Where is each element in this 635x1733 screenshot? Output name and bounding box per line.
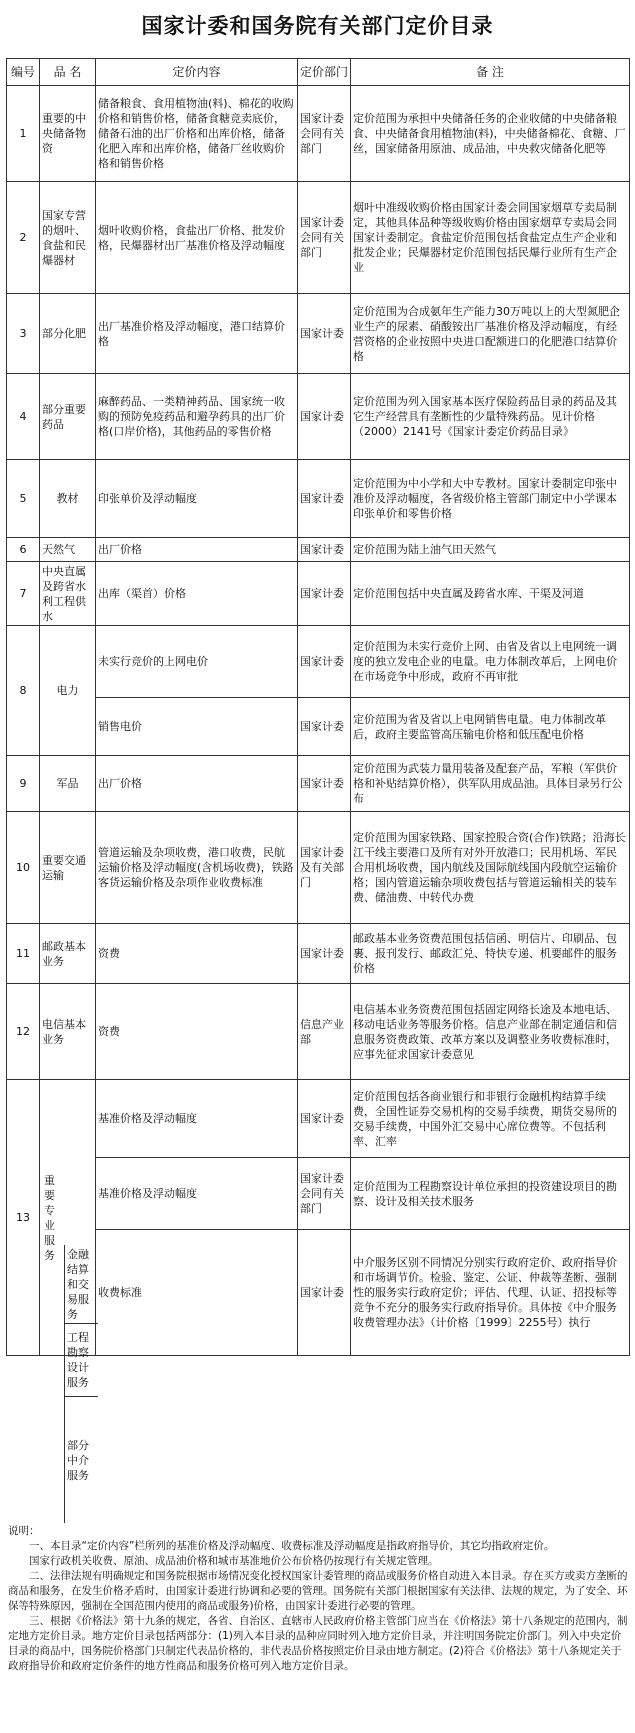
row-dept: 国家计委	[298, 538, 351, 562]
table-row	[7, 1230, 630, 1356]
note-paragraph: 二、法律法规有明确规定和国务院根据市场情况变化授权国家计委管理的商品或服务价格自动进入本目录。存在买方或卖方垄断的商品和服务，在发生价格矛盾时，由国家计委进行协调和必要的管理。国务院有关部门根据国家有关法律、法规的规定，为了安全、环保等特殊原因，强制在全国范围内使用的商品或服务)价格，由国家计委进行必要的管理。	[8, 1570, 628, 1612]
row-dept: 国家计委	[298, 756, 351, 812]
row-note: 定价范围包括中央直属及跨省水库、干渠及河道	[351, 562, 630, 626]
row-content: 基准价格及浮动幅度	[96, 1080, 298, 1158]
row-note: 定价范围为陆上油气田天然气	[351, 538, 630, 562]
row-content: 印张单价及浮动幅度	[96, 460, 298, 538]
row-no: 13	[7, 1080, 40, 1356]
row-note: 电信基本业务资费范围包括固定网络长途及本地电话、移动电话业务等服务价格。信息产业部在制定通信和信息服务资费政策、改革方案以及调整业务收费标准时，应事先征求国家计委意见	[351, 984, 630, 1080]
row-content: 麻醉药品、一类精神药品、国家统一收购的预防免疫药品和避孕药具的出厂价格(口岸价格)，其他药品的零售价格	[96, 374, 298, 460]
row-note: 定价范围为未实行竞价上网、由省及省以上电网统一调度的独立发电企业的电量。电力体制改革后，上网电价在市场竞争中形成，政府不再审批	[351, 626, 630, 698]
row-no: 10	[7, 812, 40, 924]
row-note: 定价范围为承担中央储备任务的企业收储的中央储备粮食、中央储备食用植物油(料)，中央储备棉花、食糖、厂丝，国家储备用原油、成品油，中央救灾储备化肥等	[351, 86, 630, 182]
row-name: 天然气	[40, 538, 96, 562]
row-no: 8	[7, 626, 40, 756]
row-content: 资费	[96, 924, 298, 984]
row-dept: 国家计委	[298, 1230, 351, 1356]
row-no: 1	[7, 86, 40, 182]
row-content: 出厂基准价格及浮动幅度，港口结算价格	[96, 294, 298, 374]
row-name: 重要的中央储备物资	[40, 86, 96, 182]
row-dept: 国家计委	[298, 626, 351, 698]
subcategory-label: 工程勘察设计服务	[64, 1323, 98, 1396]
note-paragraph: 一、本目录“定价内容”栏所列的基准价格及浮动幅度、收费标准及浮动幅度是指政府指导价，其它均指政府定价。	[29, 1540, 555, 1552]
table-row	[7, 698, 630, 756]
table-row	[7, 460, 630, 538]
row-name: 重要交通运输	[40, 812, 96, 924]
table-row	[7, 984, 630, 1080]
row-dept: 国家计委	[298, 1080, 351, 1158]
notes-heading: 说明：	[8, 1525, 40, 1537]
header-dept: 定价部门	[298, 59, 351, 86]
row-content: 管道运输及杂项收费，港口收费，民航运输价格及浮动幅度(含机场收费)，铁路客货运输价格及杂项作业收费标准	[96, 812, 298, 924]
row-content: 烟叶收购价格，食盐出厂价格、批发价格，民爆器材出厂基准价格及浮动幅度	[96, 182, 298, 294]
row-name: 电力	[40, 626, 96, 756]
row-content: 储备粮食、食用植物油(料)、棉花的收购价格和销售价格，储备食糖竞卖底价，储备石油的出厂价格和出库价格，储备化肥入库和出库价格，储备厂丝收购价格和销售价格	[96, 86, 298, 182]
row-note: 定价范围为工程勘察设计单位承担的投资建设项目的勘察、设计及相关技术服务	[351, 1158, 630, 1230]
header-note: 备 注	[351, 59, 630, 86]
row-dept: 国家计委会同有关部门	[298, 182, 351, 294]
table-row	[7, 812, 630, 924]
table-row	[7, 86, 630, 182]
pricing-catalog-table	[6, 58, 630, 1356]
row-note: 中介服务区别不同情况分别实行政府定价、政府指导价和市场调节价。检验、鉴定、公证、仲裁等垄断、强制性的服务实行政府定价；评估、代理、认证、招投标等竞争不充分的服务实行政府指导价。具体按《中介服务收费管理办法》（计价格〔1999〕2255号）执行	[351, 1230, 630, 1356]
row-note: 定价范围为武装力量用装备及配套产品，军粮（军供价格和补贴结算价格），供军队用成品油。具体目录另行公布	[351, 756, 630, 812]
row-no: 4	[7, 374, 40, 460]
row-note: 定价范围为合成氨年生产能力30万吨以上的大型氮肥企业生产的尿素、硝酸铵出厂基准价格及浮动幅度，有经营资格的企业按照中央进口配额进口的化肥港口结算价格	[351, 294, 630, 374]
row-name: 电信基本业务	[40, 984, 96, 1080]
notes-section	[8, 1524, 628, 1674]
page-title: 国家计委和国务院有关部门定价目录	[141, 14, 494, 38]
table-row	[7, 294, 630, 374]
row-content: 资费	[96, 984, 298, 1080]
row-name: 部分化肥	[40, 294, 96, 374]
row-name: 部分重要药品	[40, 374, 96, 460]
table-row	[7, 1080, 630, 1158]
row-note: 定价范围为省及省以上电网销售电量。电力体制改革后，政府主要监管高压输电价格和低压配电价格	[351, 698, 630, 756]
row-name: 国家专营的烟叶、食盐和民爆器材	[40, 182, 96, 294]
table-row	[7, 538, 630, 562]
row-dept: 国家计委	[298, 698, 351, 756]
table-row	[7, 626, 630, 698]
row-name: 重要专业服务	[44, 1173, 55, 1262]
row-name: 军品	[40, 756, 96, 812]
row-content: 基准价格及浮动幅度	[96, 1158, 298, 1230]
row-content: 出库（渠首）价格	[96, 562, 298, 626]
row-no: 11	[7, 924, 40, 984]
row-content: 收费标准	[96, 1230, 298, 1356]
row-content: 出厂价格	[96, 538, 298, 562]
row-dept: 国家计委会同有关部门	[298, 1158, 351, 1230]
row-no: 7	[7, 562, 40, 626]
table-row	[7, 1158, 630, 1230]
row-note: 定价范围为列入国家基本医疗保险药品目录的药品及其它生产经营具有垄断性的少量特殊药品。见计价格（2000）2141号《国家计委定价药品目录》	[351, 374, 630, 460]
row-content: 销售电价	[96, 698, 298, 756]
row-dept: 国家计委	[298, 924, 351, 984]
row-name: 中央直属及跨省水利工程供水	[40, 562, 96, 626]
header-no: 编号	[7, 59, 40, 86]
row-dept: 国家计委	[298, 294, 351, 374]
row-dept: 国家计委	[298, 374, 351, 460]
row-dept: 国家计委会同有关部门	[298, 86, 351, 182]
table-row	[7, 182, 630, 294]
table-row	[7, 756, 630, 812]
row-dept: 国家计委	[298, 562, 351, 626]
row-note: 定价范围为中小学和大中专教材。国家计委制定印张中准价及浮动幅度，各省级价格主管部门制定中小学课本印张单价和零售价格	[351, 460, 630, 538]
table-row	[7, 924, 630, 984]
header-content: 定价内容	[96, 59, 298, 86]
subcategory-label: 金融结算和交易服务	[64, 1245, 98, 1323]
row-no: 3	[7, 294, 40, 374]
row-note: 定价范围包括各商业银行和非银行金融机构结算手续费，全国性证券交易机构的交易手续费，期货交易所的交易手续费，中国外汇交易中心席位费等。不包括利率、汇率	[351, 1080, 630, 1158]
row-note: 邮政基本业务资费范围包括信函、明信片、印刷品、包裹、报刊发行、邮政汇兑、特快专递、机要邮件的服务价格	[351, 924, 630, 984]
row-content: 未实行竞价的上网电价	[96, 626, 298, 698]
row-no: 6	[7, 538, 40, 562]
row-content: 出厂价格	[96, 756, 298, 812]
row-dept: 国家计委	[298, 460, 351, 538]
table-header-row	[7, 59, 630, 86]
table-row	[7, 562, 630, 626]
subcategory-label: 部分中介服务	[64, 1396, 98, 1523]
row-note: 定价范围为国家铁路、国家控股合资(合作)铁路；沿海长江干线主要港口及所有对外开放港口；民用机场、军民合用机场收费，国内航线及国际航线国内段航空运输价格；国内管道运输杂项收费包括与管道运输相关的装车费、储油费、中转代办费	[351, 812, 630, 924]
note-paragraph: 国家行政机关收费、原油、成品油价格和城市基准地价公布价格仍按现行有关规定管理。	[29, 1555, 439, 1567]
row-no: 9	[7, 756, 40, 812]
row-name: 教材	[40, 460, 96, 538]
row-dept: 国家计委及有关部门	[298, 812, 351, 924]
note-paragraph: 三、根据《价格法》第十九条的规定，各省、自治区、直辖市人民政府价格主管部门应当在《价格法》第十八条规定的范围内，制定地方定价目录。地方定价目录包括两部分：(1)列入本目录的品种应同时列入地方定价目录，并注明国务院定价部门。列入中央定价目录的商品中，国务院价格部门只制定代表品价格的，非代表品价格按照定价目录由地方制定。(2)符合《价格法》第十八条规定关于政府指导价和政府定价条件的地方性商品和服务价格可列入地方定价目录。	[8, 1615, 628, 1672]
row-name: 邮政基本业务	[40, 924, 96, 984]
row-no: 2	[7, 182, 40, 294]
header-name: 品 名	[40, 59, 96, 86]
row-dept: 信息产业部	[298, 984, 351, 1080]
table-row	[7, 374, 630, 460]
row-no: 5	[7, 460, 40, 538]
row-no: 12	[7, 984, 40, 1080]
row-13-subcategories	[64, 1245, 98, 1523]
row-note: 烟叶中准级收购价格由国家计委会同国家烟草专卖局制定，其他具体品种等级收购价格由国家烟草专卖局会同国家计委制定。食盐定价范围包括食盐定点生产企业和批发企业；民爆器材定价范围包括民爆行业所有生产企业	[351, 182, 630, 294]
